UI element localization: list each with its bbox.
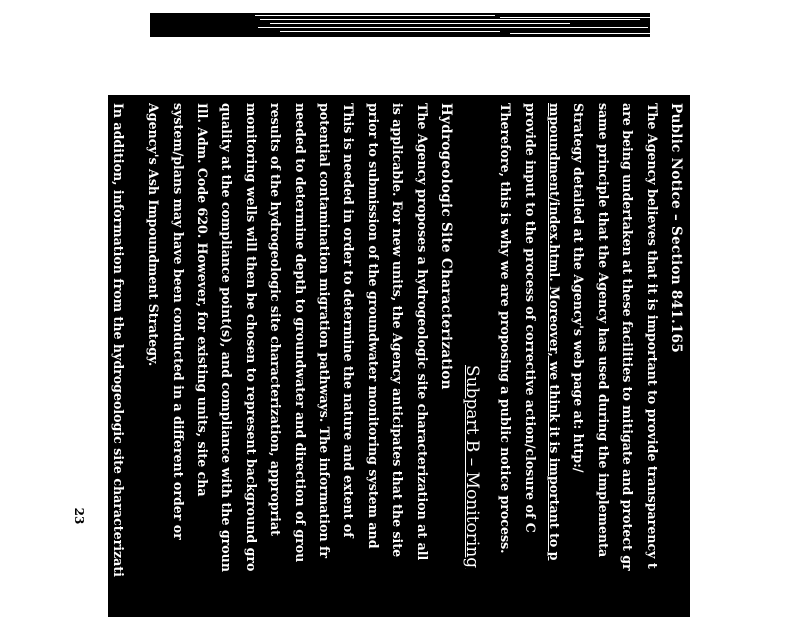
rotated-document-content: [108, 95, 690, 617]
paragraph-line: Ill. Adm. Code 620. However, for existing units, site cha: [195, 103, 211, 497]
scan-artifact-bar: [150, 13, 650, 37]
paragraph-line: Strategy detailed at the Agency's web page at: http:/: [571, 103, 587, 473]
section-heading: Public Notice – Section 841.165: [668, 103, 684, 354]
paragraph-line: The Agency proposes a hydrogeologic site characterization at all: [414, 103, 430, 561]
paragraph-line: is applicable. For new units, the Agency anticipates that the site: [390, 103, 406, 558]
paragraph-line: provide input to the process of corrective action/closure of C: [522, 103, 538, 533]
paragraph-line: system/plans may have been conducted in a different order or: [170, 103, 186, 540]
paragraph-line: In addition, information from the hydrogeologic site characterizati: [111, 103, 126, 577]
paragraph-line: Agency's Ash Impoundment Strategy.: [146, 103, 162, 367]
paragraph-line: mpoundment/index.html. Moreover, we think it is important to p: [547, 103, 563, 561]
page-number: 23: [72, 507, 86, 525]
paragraph-line: same principle that the Agency has used during the implementa: [595, 103, 611, 558]
paragraph-line: are being undertaken at these facilities to mitigate and protect gr: [620, 103, 636, 571]
public-notice-section: [493, 103, 688, 613]
paragraph-line: quality at the compliance point(s), and compliance with the groun: [219, 103, 235, 572]
scanned-page: [108, 95, 690, 617]
additional-information-section: [108, 103, 130, 613]
subpart-title: Subpart B – Monitoring: [462, 365, 482, 569]
paragraph-line: This is needed in order to determine the nature and extent of: [341, 103, 357, 538]
paragraph-line: prior to submission of the groundwater monitoring system and: [365, 103, 381, 549]
paragraph-line: needed to determine depth to groundwater and direction of grou: [292, 103, 308, 563]
subheading: Hydrogeologic Site Characterization: [438, 103, 454, 390]
site-characterization-section: [141, 103, 458, 613]
paragraph-line: The Agency believes that it is important to provide transparency t: [644, 103, 660, 569]
paragraph-line: Therefore, this is why we are proposing a public notice process.: [498, 103, 514, 554]
paragraph-line: potential contamination migration pathways. The information fr: [317, 103, 333, 559]
paragraph-line: monitoring wells will then be chosen to represent background gro: [243, 103, 259, 572]
paragraph-line: results of the hydrogeologic site characterization, appropriat: [268, 103, 284, 536]
